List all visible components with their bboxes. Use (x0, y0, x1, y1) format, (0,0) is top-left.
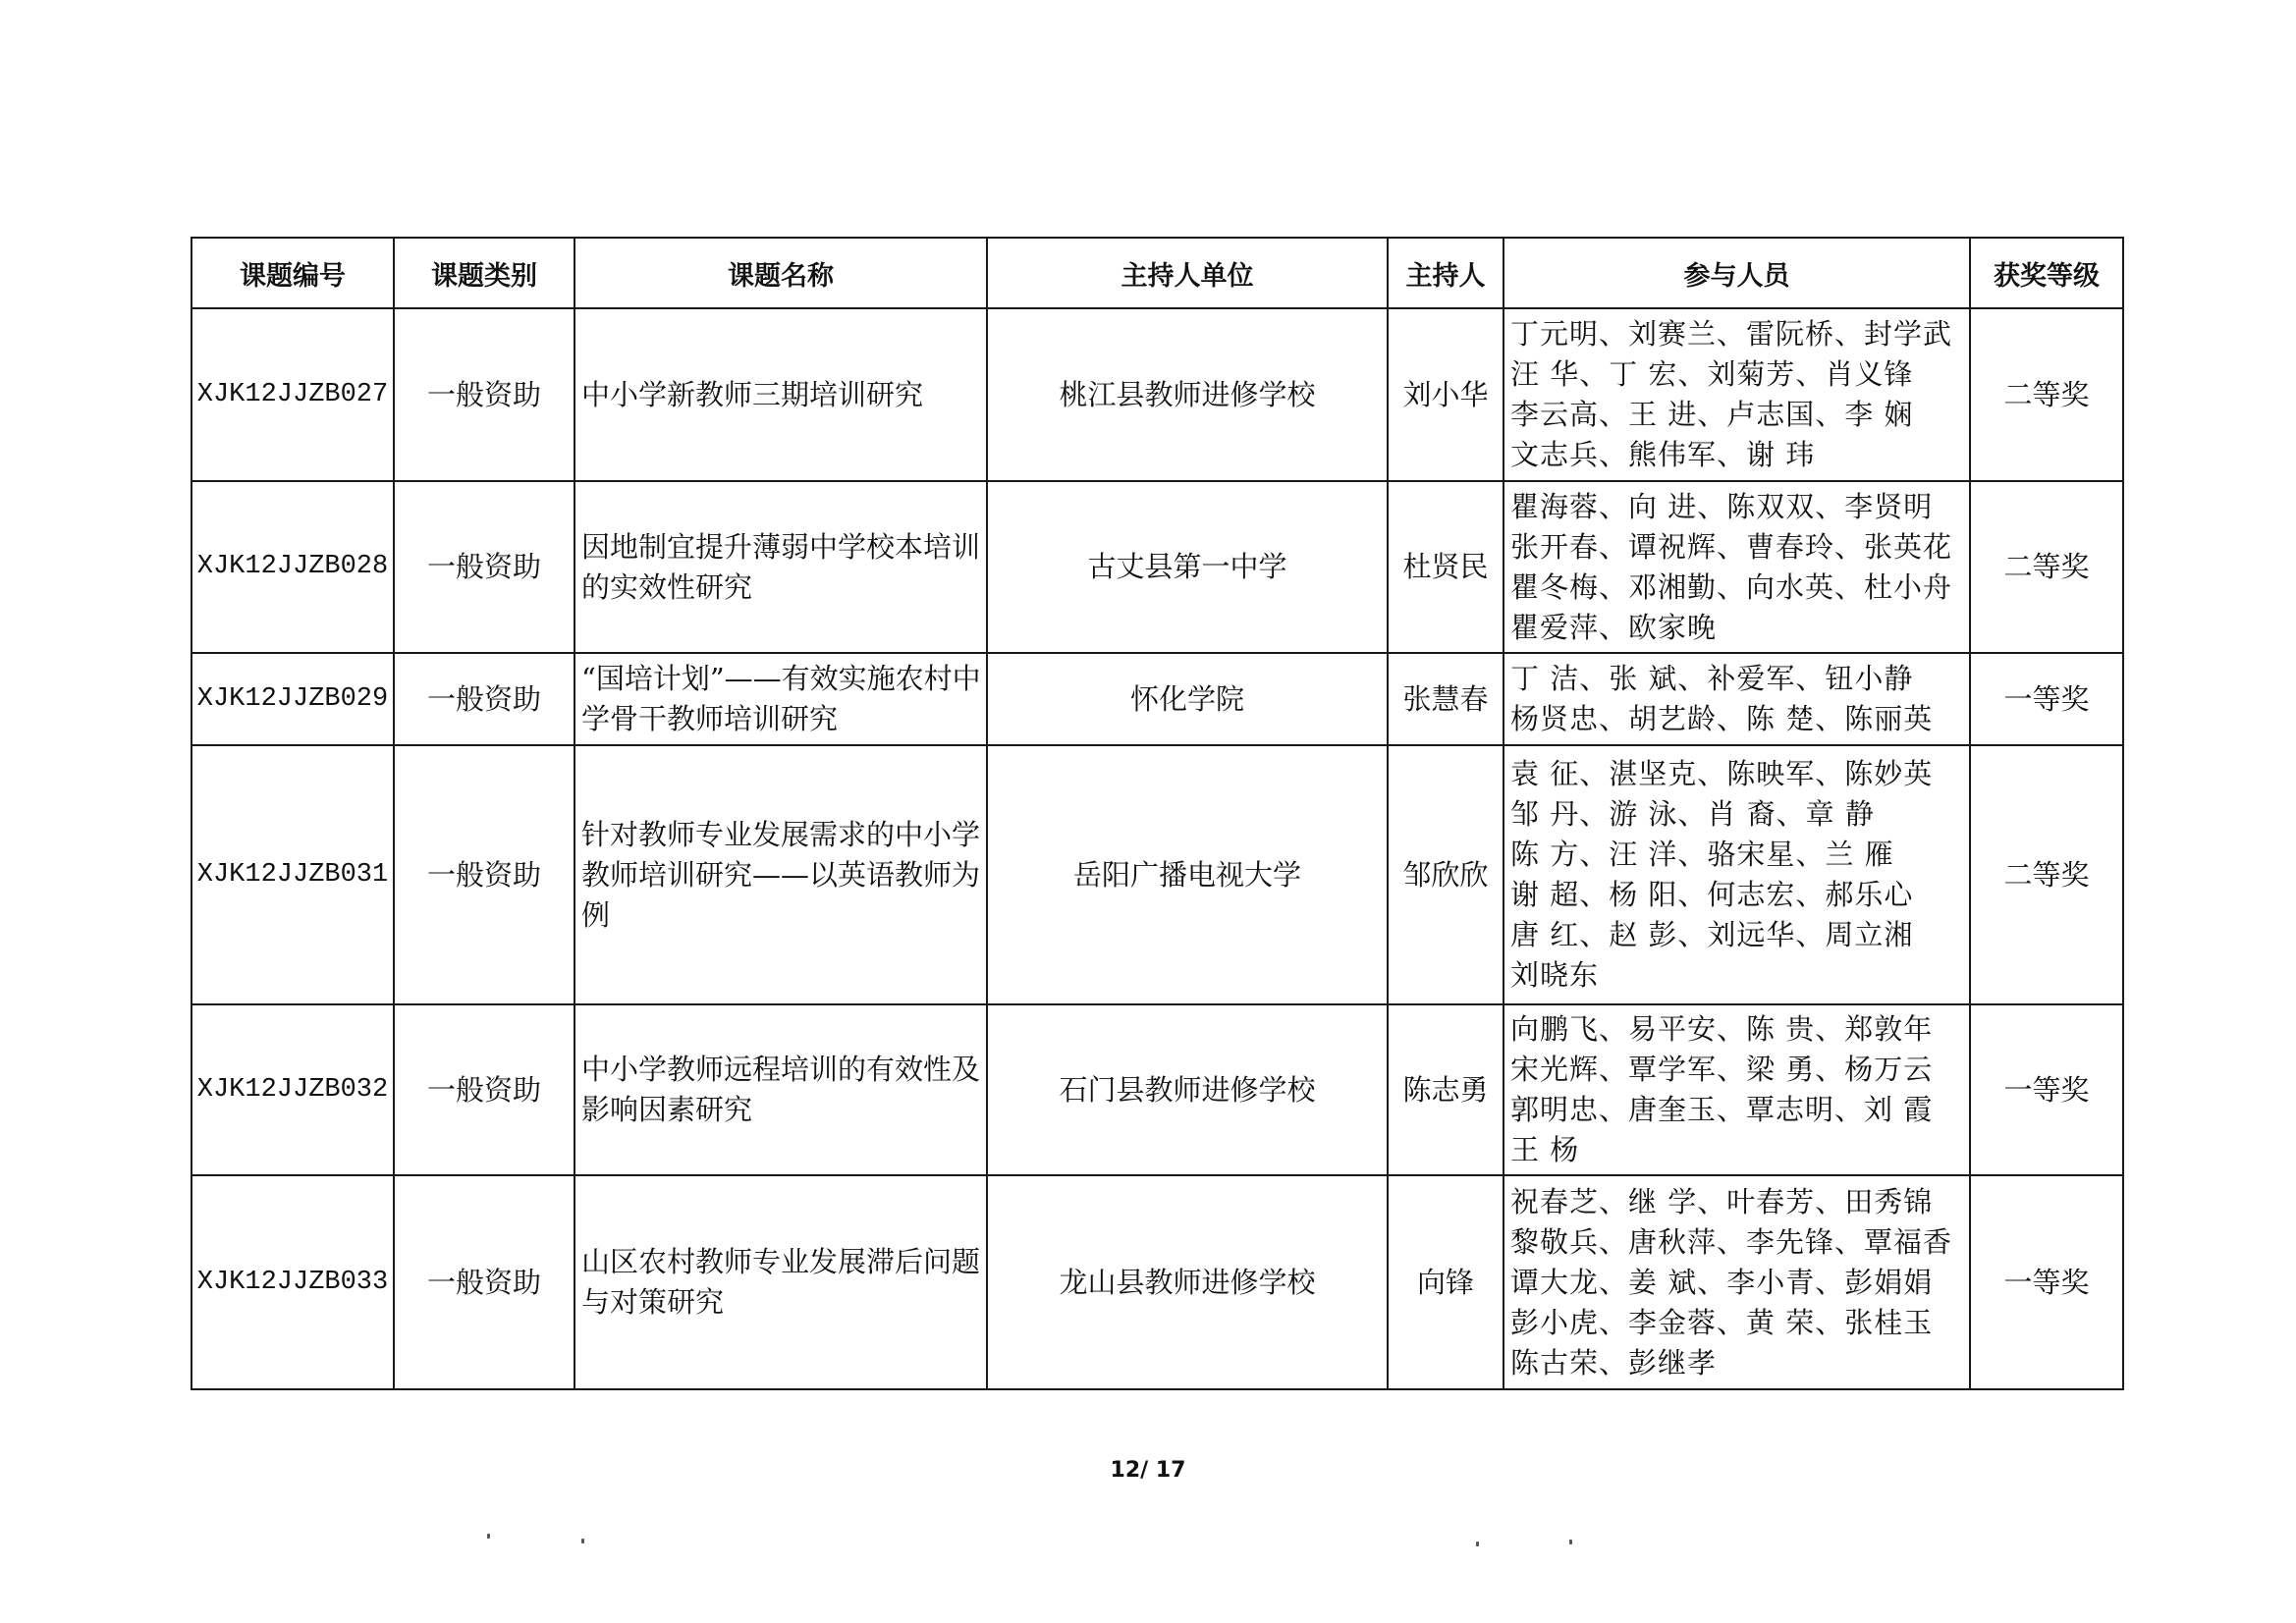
members-cell (1503, 308, 1970, 481)
host-cell: 杜贤民 (1388, 481, 1503, 653)
table-header (191, 238, 2123, 308)
table-row (191, 481, 2123, 653)
host-unit-cell: 怀化学院 (987, 653, 1388, 745)
member-line: 丁元明、刘赛兰、雷阮桥、封学武 (1510, 317, 1953, 351)
members-cell (1503, 1175, 1970, 1389)
host-unit-cell: 古丈县第一中学 (987, 481, 1388, 653)
project-name-cell: 针对教师专业发展需求的中小学教师培训研究——以英语教师为例 (574, 745, 987, 1004)
members-cell (1503, 481, 1970, 653)
award-table (191, 237, 2124, 1390)
member-line: 谭大龙、姜 斌、李小青、彭娟娟 (1510, 1265, 1934, 1299)
member-line: 谢 超、杨 阳、何志宏、郝乐心 (1510, 878, 1914, 911)
award-level-cell: 一等奖 (1970, 1175, 2123, 1389)
project-name-cell: 因地制宜提升薄弱中学校本培训的实效性研究 (574, 481, 987, 653)
category-cell: 一般资助 (394, 1004, 574, 1175)
member-line: 瞿爱萍、欧家晚 (1510, 610, 1718, 644)
award-level-cell: 一等奖 (1970, 1004, 2123, 1175)
table-row (191, 1175, 2123, 1389)
table-row (191, 308, 2123, 481)
scan-mark (487, 1534, 490, 1539)
member-line: 文志兵、熊伟军、谢 玮 (1510, 438, 1816, 471)
members-cell (1503, 1004, 1970, 1175)
project-name-cell: 中小学新教师三期培训研究 (574, 308, 987, 481)
project-code-cell: XJK12JJZB032 (191, 1004, 394, 1175)
member-line: 邹 丹、游 泳、肖 裔、章 静 (1510, 797, 1875, 831)
project-code-cell: XJK12JJZB031 (191, 745, 394, 1004)
host-unit-cell: 岳阳广播电视大学 (987, 745, 1388, 1004)
host-cell: 陈志勇 (1388, 1004, 1503, 1175)
header-category: 课题类别 (394, 238, 574, 308)
member-line: 李云高、王 进、卢志国、李 娴 (1510, 398, 1914, 431)
member-line: 刘晓东 (1510, 958, 1600, 992)
member-line: 汪 华、丁 宏、刘菊芳、肖义锋 (1510, 357, 1914, 391)
host-cell: 邹欣欣 (1388, 745, 1503, 1004)
host-unit-cell: 石门县教师进修学校 (987, 1004, 1388, 1175)
member-line: 郭明忠、唐奎玉、覃志明、刘 霞 (1510, 1093, 1934, 1126)
award-level-cell: 二等奖 (1970, 745, 2123, 1004)
project-name-cell: 中小学教师远程培训的有效性及影响因素研究 (574, 1004, 987, 1175)
member-line: 祝春芝、继 学、叶春芳、田秀锦 (1510, 1184, 1934, 1218)
table-body (191, 308, 2123, 1389)
project-name-cell: 山区农村教师专业发展滞后问题与对策研究 (574, 1175, 987, 1389)
header-name: 课题名称 (574, 238, 987, 308)
project-code-cell: XJK12JJZB027 (191, 308, 394, 481)
scan-mark (1476, 1542, 1479, 1546)
award-level-cell: 二等奖 (1970, 481, 2123, 653)
header-unit: 主持人单位 (987, 238, 1388, 308)
award-level-cell: 一等奖 (1970, 653, 2123, 745)
table-row (191, 653, 2123, 745)
project-code-cell: XJK12JJZB033 (191, 1175, 394, 1389)
member-line: 张开春、谭祝辉、曹春玲、张英花 (1510, 529, 1953, 564)
member-line: 杨贤忠、胡艺龄、陈 楚、陈丽英 (1510, 702, 1934, 735)
member-line: 陈 方、汪 洋、骆宋星、兰 雁 (1510, 838, 1894, 871)
member-line: 袁 征、湛坚克、陈映军、陈妙英 (1510, 757, 1934, 790)
member-line: 丁 洁、张 斌、补爱军、钮小静 (1510, 662, 1914, 695)
scan-mark (581, 1539, 584, 1543)
header-code: 课题编号 (191, 238, 394, 308)
category-cell: 一般资助 (394, 745, 574, 1004)
member-line: 黎敬兵、唐秋萍、李先锋、覃福香 (1510, 1224, 1953, 1259)
host-cell: 向锋 (1388, 1175, 1503, 1389)
project-code-cell: XJK12JJZB028 (191, 481, 394, 653)
member-line: 唐 红、赵 彭、刘远华、周立湘 (1510, 918, 1914, 951)
member-line: 瞿海蓉、向 进、陈双双、李贤明 (1510, 489, 1934, 523)
category-cell: 一般资助 (394, 308, 574, 481)
project-code-cell: XJK12JJZB029 (191, 653, 394, 745)
member-line: 王 杨 (1510, 1133, 1580, 1166)
member-line: 向鹏飞、易平安、陈 贵、郑敦年 (1510, 1012, 1934, 1046)
table-row (191, 745, 2123, 1004)
member-line: 陈古荣、彭继孝 (1510, 1345, 1718, 1380)
host-cell: 刘小华 (1388, 308, 1503, 481)
member-line: 宋光辉、覃学军、梁 勇、杨万云 (1510, 1053, 1934, 1086)
host-cell: 张慧春 (1388, 653, 1503, 745)
host-unit-cell: 龙山县教师进修学校 (987, 1175, 1388, 1389)
header-row (191, 238, 2123, 308)
member-line: 瞿冬梅、邓湘勤、向水英、杜小舟 (1510, 569, 1953, 604)
members-cell (1503, 745, 1970, 1004)
header-host: 主持人 (1388, 238, 1503, 308)
header-award: 获奖等级 (1970, 238, 2123, 308)
award-level-cell: 二等奖 (1970, 308, 2123, 481)
page-number: 12/ 17 (1110, 1458, 1186, 1483)
category-cell: 一般资助 (394, 653, 574, 745)
project-name-cell: “国培计划”——有效实施农村中学骨干教师培训研究 (574, 653, 987, 745)
member-line: 彭小虎、李金蓉、黄 荣、张桂玉 (1510, 1305, 1934, 1339)
host-unit-cell: 桃江县教师进修学校 (987, 308, 1388, 481)
scan-mark (1569, 1540, 1572, 1544)
category-cell: 一般资助 (394, 1175, 574, 1389)
category-cell: 一般资助 (394, 481, 574, 653)
members-cell (1503, 653, 1970, 745)
table-row (191, 1004, 2123, 1175)
header-members: 参与人员 (1503, 238, 1970, 308)
